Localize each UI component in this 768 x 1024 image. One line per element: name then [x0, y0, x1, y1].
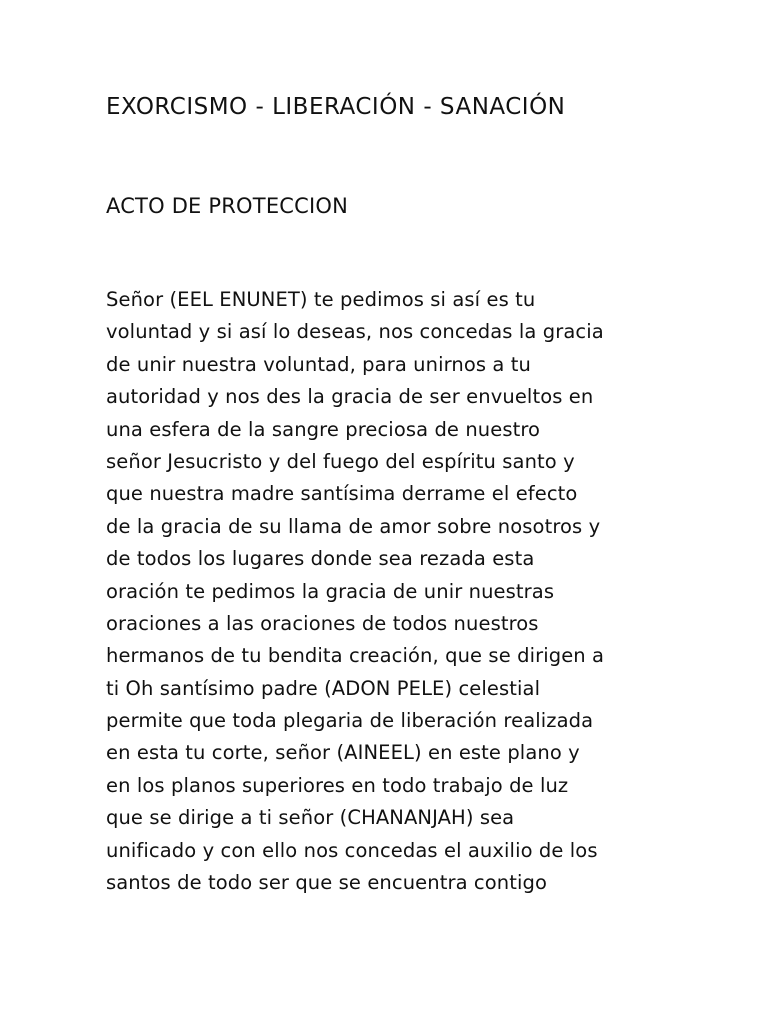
document-title: EXORCISMO - LIBERACIÓN - SANACIÓN	[106, 94, 566, 120]
text-line: oración te pedimos la gracia de unir nuestras	[106, 579, 555, 603]
text-line: voluntad y si así lo deseas, nos concedas la gracia	[106, 320, 604, 344]
prayer-text	[106, 284, 686, 899]
text-line: oraciones a las oraciones de todos nuestros	[106, 611, 539, 635]
text-line: que se dirige a ti señor (CHANANJAH) sea	[106, 806, 515, 830]
text-line: autoridad y nos des la gracia de ser envueltos en	[106, 385, 594, 409]
text-line: permite que toda plegaria de liberación realizada	[106, 709, 594, 733]
text-line: hermanos de tu bendita creación, que se dirigen a	[106, 644, 605, 668]
text-line: santos de todo ser que se encuentra contigo	[106, 871, 548, 895]
text-line: de todos los lugares donde sea rezada esta	[106, 547, 535, 571]
text-line: una esfera de la sangre preciosa de nuestro	[106, 417, 541, 441]
text-line: en esta tu corte, señor (AINEEL) en este plano y	[106, 741, 580, 765]
text-line: Señor (EEL ENUNET) te pedimos si así es tu	[106, 288, 536, 311]
text-line: que nuestra madre santísima derrame el efecto	[106, 482, 578, 506]
text-line: de la gracia de su llama de amor sobre nosotros y	[106, 514, 601, 538]
text-line: en los planos superiores en todo trabajo de luz	[106, 773, 569, 797]
text-line: señor Jesucristo y del fuego del espíritu santo y	[106, 449, 575, 473]
section-heading: ACTO DE PROTECCION	[106, 194, 349, 218]
text-line: ti Oh santísimo padre (ADON PELE) celestial	[106, 676, 541, 700]
text-line: de unir nuestra voluntad, para unirnos a tu	[106, 352, 531, 376]
text-line: unificado y con ello nos concedas el auxilio de los	[106, 838, 598, 862]
